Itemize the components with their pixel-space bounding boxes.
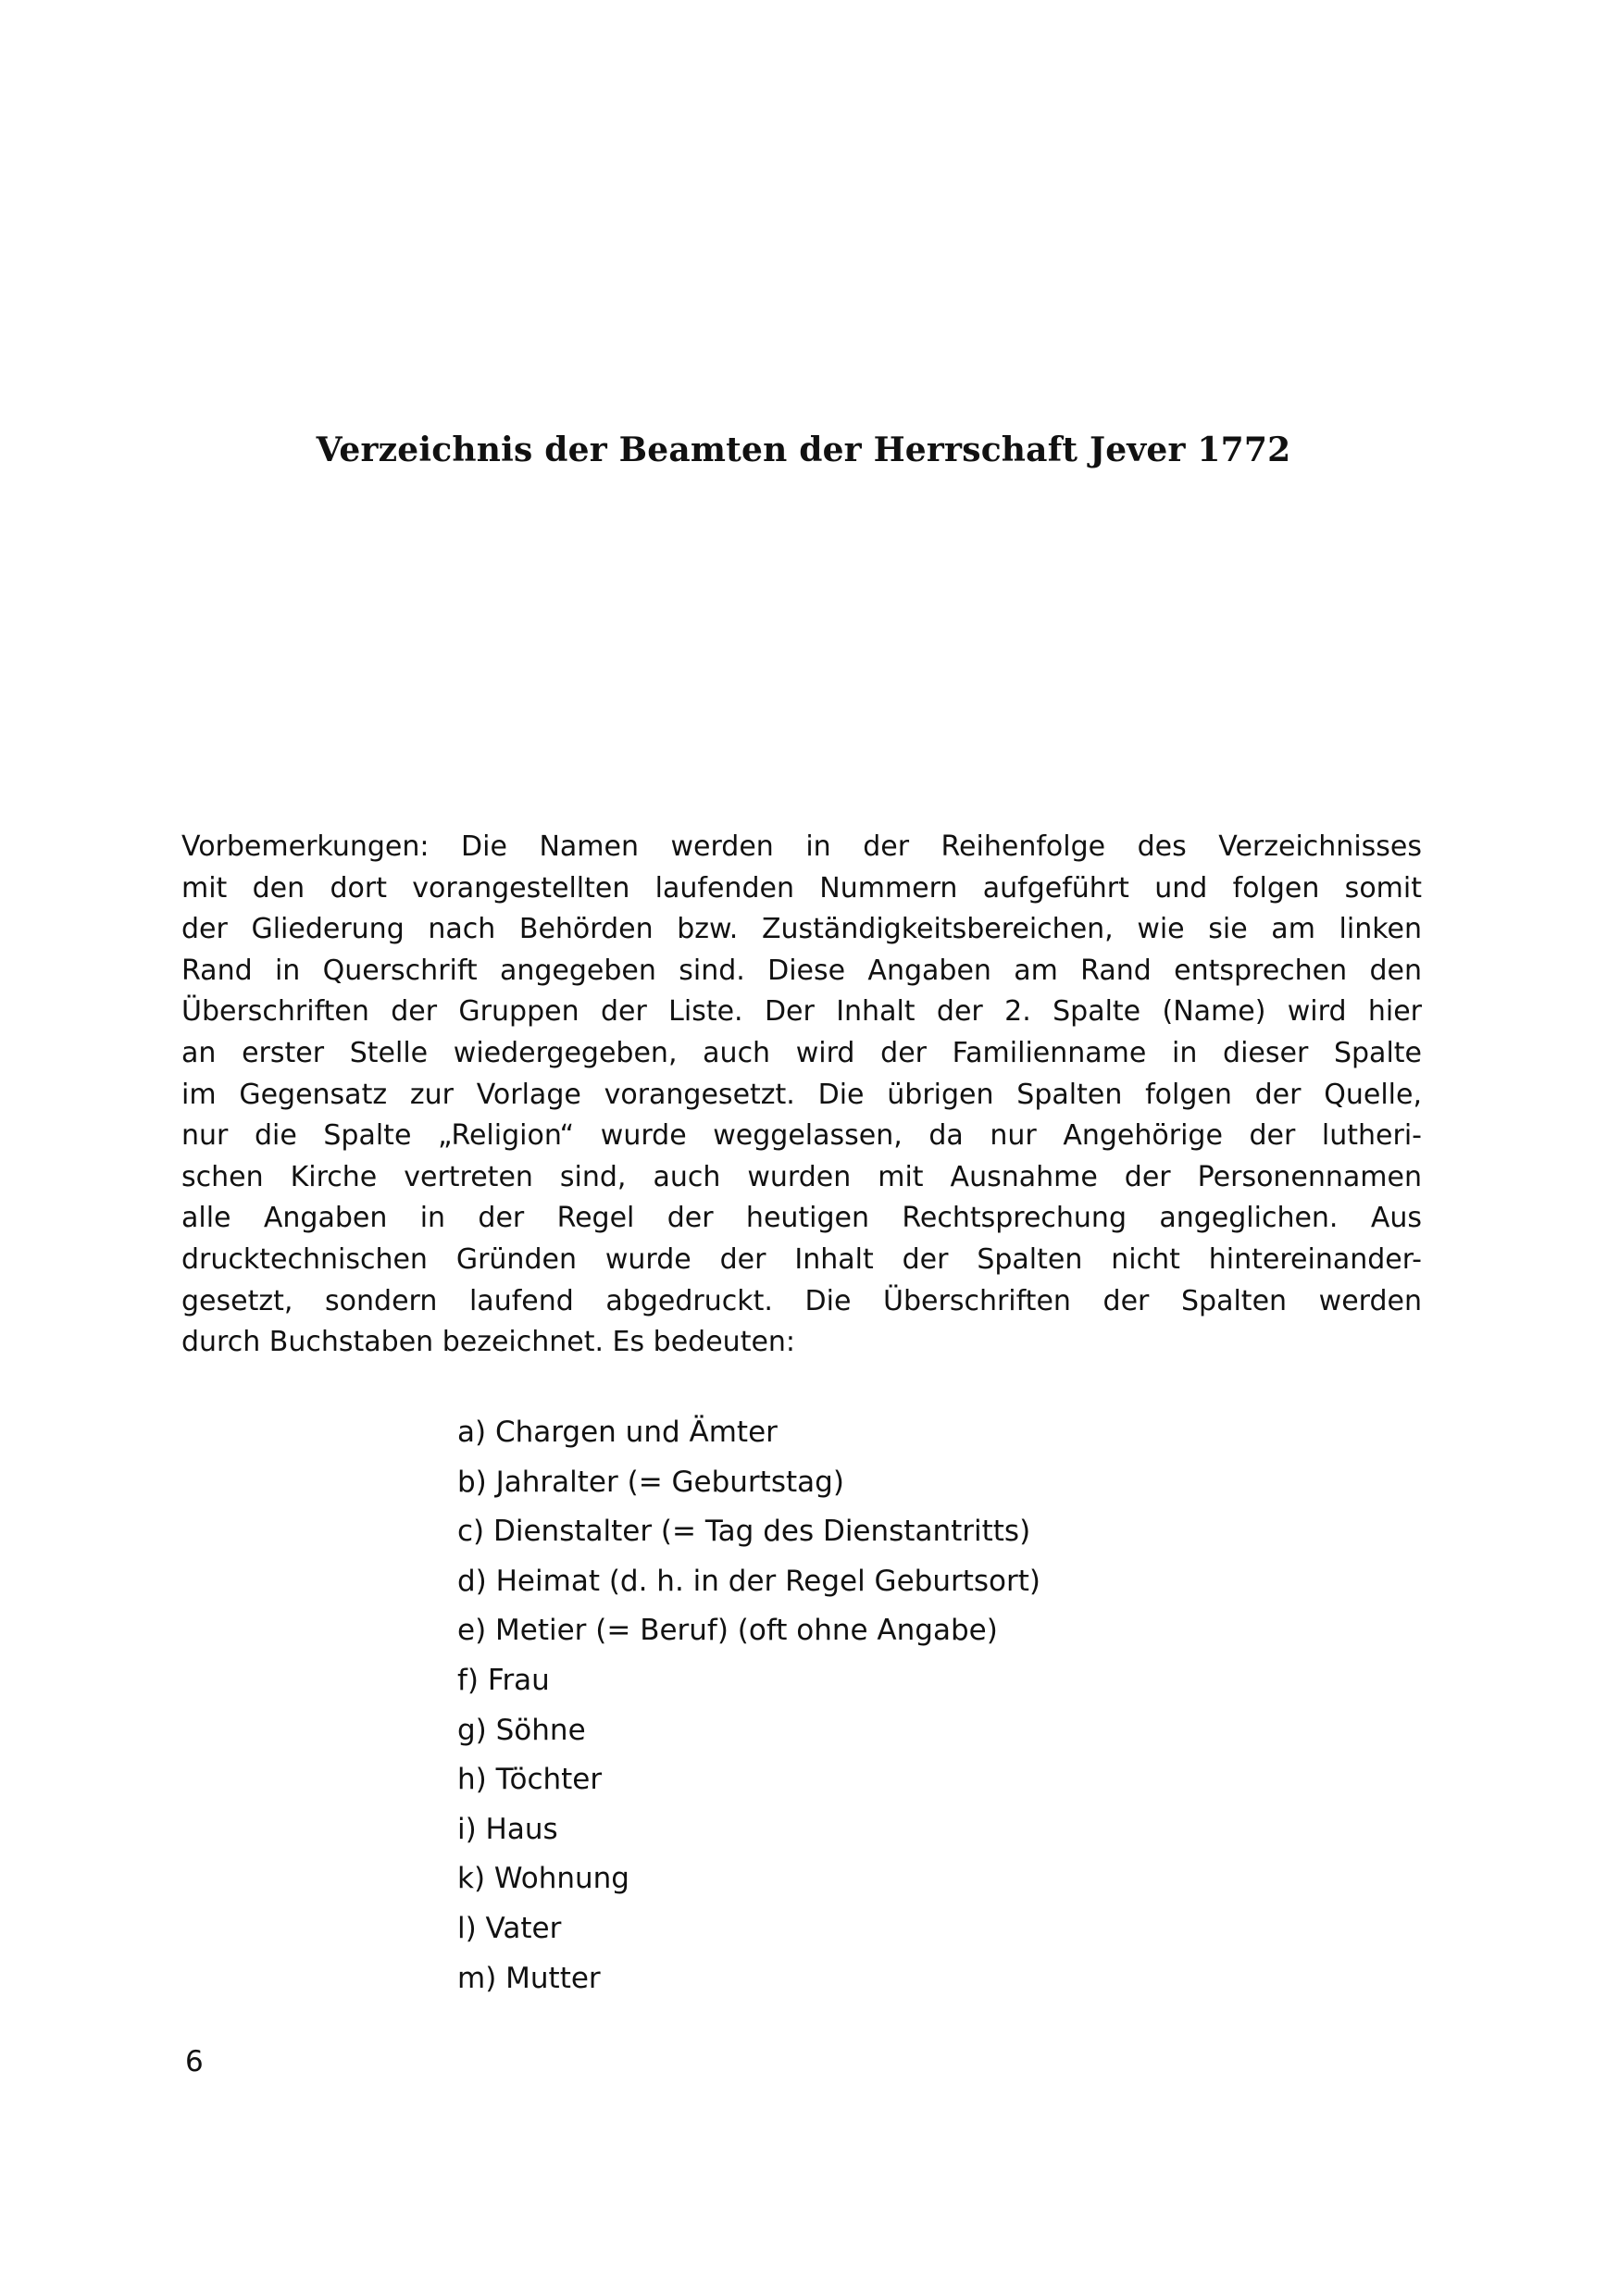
text-line: der Gliederung nach Behörden bzw. Zuständigkeitsbereichen, wie sie am linken <box>181 913 1422 946</box>
legend-item: l) Vater <box>457 1911 562 1945</box>
text-line: nur die Spalte „Religion“ wurde weggelassen, da nur Angehörige der lutheri- <box>181 1119 1422 1153</box>
legend-item: e) Metier (= Beruf) (oft ohne Angabe) <box>457 1614 998 1648</box>
preliminary-remarks <box>181 827 1422 1364</box>
text-line: drucktechnischen Gründen wurde der Inhalt der Spalten nicht hintereinander- <box>181 1242 1422 1276</box>
text-line: durch Buchstaben bezeichnet. Es bedeuten: <box>181 1326 796 1359</box>
legend-item: i) Haus <box>457 1812 558 1846</box>
column-legend-list <box>457 1408 1198 2003</box>
legend-item: g) Söhne <box>457 1713 586 1747</box>
legend-item: f) Frau <box>457 1663 550 1697</box>
text-line: Vorbemerkungen: Die Namen werden in der Reihenfolge des Verzeichnisses <box>181 830 1422 863</box>
page-title: Verzeichnis der Beamten der Herrschaft Jever 1772 <box>316 430 1291 469</box>
text-line: an erster Stelle wiedergegeben, auch wird der Familienname in dieser Spalte <box>181 1036 1422 1069</box>
text-line: mit den dort vorangestellten laufenden Nummern aufgeführt und folgen somit <box>181 871 1422 905</box>
text-line: Rand in Querschrift angegeben sind. Diese Angaben am Rand entsprechen den <box>181 954 1422 987</box>
legend-item: h) Töchter <box>457 1763 603 1797</box>
text-line: schen Kirche vertreten sind, auch wurden mit Ausnahme der Personennamen <box>181 1160 1422 1193</box>
text-line: gesetzt, sondern laufend abgedruckt. Die Überschriften der Spalten werden <box>181 1284 1422 1317</box>
text-line: Überschriften der Gruppen der Liste. Der Inhalt der 2. Spalte (Name) wird hier <box>181 995 1422 1029</box>
page-number: 6 <box>185 2045 204 2078</box>
legend-item: a) Chargen und Ämter <box>457 1416 778 1449</box>
legend-item: m) Mutter <box>457 1961 601 1995</box>
legend-item: b) Jahralter (= Geburtstag) <box>457 1465 844 1499</box>
legend-item: c) Dienstalter (= Tag des Dienstantritts) <box>457 1515 1031 1549</box>
legend-item: d) Heimat (d. h. in der Regel Geburtsort) <box>457 1564 1040 1598</box>
legend-item: k) Wohnung <box>457 1862 629 1896</box>
text-line: im Gegensatz zur Vorlage vorangesetzt. Die übrigen Spalten folgen der Quelle, <box>181 1078 1422 1111</box>
text-line: alle Angaben in der Regel der heutigen Rechtsprechung angeglichen. Aus <box>181 1202 1422 1235</box>
